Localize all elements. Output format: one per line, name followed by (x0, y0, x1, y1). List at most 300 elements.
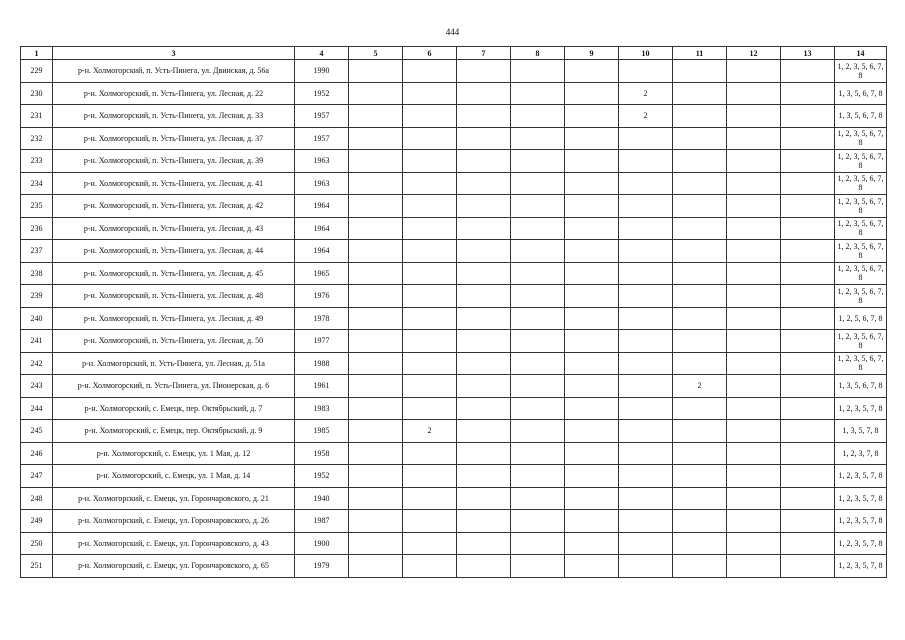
column-13-cell (781, 285, 835, 308)
row-number: 244 (21, 397, 53, 420)
table-row (21, 127, 887, 150)
table-row (21, 240, 887, 263)
codes-cell: 1, 2, 3, 5, 6, 7, 8 (835, 60, 887, 83)
column-11-cell (673, 172, 727, 195)
address-cell: р-н. Холмогорский, с. Емецк, ул. 1 Мая, д. 12 (53, 442, 295, 465)
codes-cell: 1, 3, 5, 6, 7, 8 (835, 82, 887, 105)
year-cell: 1983 (295, 397, 349, 420)
column-9-cell (565, 442, 619, 465)
column-5-cell (349, 352, 403, 375)
column-9-cell (565, 285, 619, 308)
table-row (21, 285, 887, 308)
address-cell: р-н. Холмогорский, с. Емецк, пер. Октябрьский, д. 9 (53, 420, 295, 443)
column-8-cell (511, 105, 565, 128)
column-7-cell (457, 307, 511, 330)
codes-cell: 1, 2, 3, 5, 7, 8 (835, 510, 887, 533)
column-7-cell (457, 510, 511, 533)
column-12-cell (727, 375, 781, 398)
row-number: 230 (21, 82, 53, 105)
column-11-cell (673, 555, 727, 578)
address-cell: р-н. Холмогорский, п. Усть-Пинега, ул. Лесная, д. 49 (53, 307, 295, 330)
codes-cell: 1, 2, 3, 5, 7, 8 (835, 465, 887, 488)
column-7-cell (457, 172, 511, 195)
column-8-cell (511, 330, 565, 353)
column-10-cell (619, 262, 673, 285)
column-5-cell (349, 150, 403, 173)
column-7-cell (457, 532, 511, 555)
codes-cell: 1, 2, 3, 5, 6, 7, 8 (835, 127, 887, 150)
column-12-cell (727, 195, 781, 218)
column-5-cell (349, 442, 403, 465)
column-10-cell (619, 330, 673, 353)
column-10-cell (619, 352, 673, 375)
year-cell: 1985 (295, 420, 349, 443)
column-12-cell (727, 352, 781, 375)
column-11-cell (673, 262, 727, 285)
column-10-cell: 2 (619, 105, 673, 128)
column-6-cell (403, 150, 457, 173)
column-10-cell (619, 127, 673, 150)
table-row (21, 330, 887, 353)
column-10-cell (619, 217, 673, 240)
column-10-cell (619, 420, 673, 443)
column-7-cell (457, 240, 511, 263)
column-9-cell (565, 150, 619, 173)
codes-cell: 1, 2, 5, 6, 7, 8 (835, 307, 887, 330)
table-row (21, 172, 887, 195)
column-12-cell (727, 510, 781, 533)
column-11-cell: 2 (673, 375, 727, 398)
column-8-cell (511, 397, 565, 420)
column-6-cell: 2 (403, 420, 457, 443)
column-8-cell (511, 555, 565, 578)
column-13-cell (781, 82, 835, 105)
column-13-cell (781, 105, 835, 128)
column-8-cell (511, 82, 565, 105)
year-cell: 1957 (295, 127, 349, 150)
column-10-cell (619, 375, 673, 398)
column-11-cell (673, 442, 727, 465)
column-13-cell (781, 217, 835, 240)
column-13-cell (781, 555, 835, 578)
year-cell: 1990 (295, 60, 349, 83)
column-11-cell (673, 330, 727, 353)
column-12-cell (727, 127, 781, 150)
column-8-cell (511, 217, 565, 240)
column-12-cell (727, 330, 781, 353)
column-6-cell (403, 307, 457, 330)
column-7-cell (457, 375, 511, 398)
column-12-cell (727, 397, 781, 420)
column-8-cell (511, 127, 565, 150)
column-9-cell (565, 330, 619, 353)
column-11-cell (673, 397, 727, 420)
column-13-cell (781, 60, 835, 83)
column-header: 14 (835, 47, 887, 60)
row-number: 248 (21, 487, 53, 510)
column-13-cell (781, 510, 835, 533)
column-11-cell (673, 487, 727, 510)
year-cell: 1977 (295, 330, 349, 353)
column-5-cell (349, 510, 403, 533)
year-cell: 1979 (295, 555, 349, 578)
column-header: 3 (53, 47, 295, 60)
table-row (21, 510, 887, 533)
column-12-cell (727, 307, 781, 330)
codes-cell: 1, 3, 5, 6, 7, 8 (835, 375, 887, 398)
column-6-cell (403, 487, 457, 510)
row-number: 251 (21, 555, 53, 578)
column-12-cell (727, 240, 781, 263)
column-12-cell (727, 82, 781, 105)
year-cell: 1900 (295, 532, 349, 555)
year-cell: 1988 (295, 352, 349, 375)
row-number: 239 (21, 285, 53, 308)
year-cell: 1963 (295, 172, 349, 195)
address-cell: р-н. Холмогорский, с. Емецк, пер. Октябрьский, д. 7 (53, 397, 295, 420)
column-7-cell (457, 555, 511, 578)
codes-cell: 1, 3, 5, 6, 7, 8 (835, 105, 887, 128)
column-9-cell (565, 172, 619, 195)
column-9-cell (565, 195, 619, 218)
column-8-cell (511, 352, 565, 375)
column-header: 10 (619, 47, 673, 60)
column-9-cell (565, 352, 619, 375)
column-13-cell (781, 397, 835, 420)
column-8-cell (511, 262, 565, 285)
column-7-cell (457, 420, 511, 443)
column-13-cell (781, 240, 835, 263)
column-7-cell (457, 82, 511, 105)
column-header: 6 (403, 47, 457, 60)
column-header: 8 (511, 47, 565, 60)
address-cell: р-н. Холмогорский, п. Усть-Пинега, ул. Лесная, д. 42 (53, 195, 295, 218)
codes-cell: 1, 2, 3, 5, 6, 7, 8 (835, 352, 887, 375)
column-8-cell (511, 285, 565, 308)
table-row (21, 352, 887, 375)
address-cell: р-н. Холмогорский, п. Усть-Пинега, ул. Лесная, д. 50 (53, 330, 295, 353)
column-13-cell (781, 420, 835, 443)
codes-cell: 1, 2, 3, 5, 6, 7, 8 (835, 240, 887, 263)
column-13-cell (781, 330, 835, 353)
column-6-cell (403, 532, 457, 555)
column-7-cell (457, 352, 511, 375)
codes-cell: 1, 2, 3, 5, 7, 8 (835, 555, 887, 578)
table-row (21, 375, 887, 398)
year-cell: 1961 (295, 375, 349, 398)
column-7-cell (457, 465, 511, 488)
table-row (21, 150, 887, 173)
codes-cell: 1, 2, 3, 5, 6, 7, 8 (835, 262, 887, 285)
column-5-cell (349, 555, 403, 578)
column-8-cell (511, 420, 565, 443)
row-number: 250 (21, 532, 53, 555)
column-6-cell (403, 465, 457, 488)
address-cell: р-н. Холмогорский, п. Усть-Пинега, ул. Лесная, д. 41 (53, 172, 295, 195)
column-10-cell (619, 172, 673, 195)
column-9-cell (565, 465, 619, 488)
column-11-cell (673, 465, 727, 488)
column-12-cell (727, 105, 781, 128)
column-12-cell (727, 217, 781, 240)
column-12-cell (727, 262, 781, 285)
column-6-cell (403, 510, 457, 533)
column-8-cell (511, 195, 565, 218)
column-12-cell (727, 555, 781, 578)
year-cell: 1963 (295, 150, 349, 173)
column-6-cell (403, 555, 457, 578)
address-cell: р-н. Холмогорский, п. Усть-Пинега, ул. Лесная, д. 22 (53, 82, 295, 105)
address-cell: р-н. Холмогорский, п. Усть-Пинега, ул. Лесная, д. 33 (53, 105, 295, 128)
column-5-cell (349, 262, 403, 285)
column-7-cell (457, 285, 511, 308)
column-6-cell (403, 330, 457, 353)
column-8-cell (511, 465, 565, 488)
address-cell: р-н. Холмогорский, с. Емецк, ул. 1 Мая, д. 14 (53, 465, 295, 488)
codes-cell: 1, 2, 3, 5, 6, 7, 8 (835, 330, 887, 353)
column-12-cell (727, 465, 781, 488)
table-row (21, 217, 887, 240)
column-7-cell (457, 60, 511, 83)
column-9-cell (565, 307, 619, 330)
column-11-cell (673, 352, 727, 375)
column-6-cell (403, 105, 457, 128)
column-6-cell (403, 60, 457, 83)
table-row (21, 397, 887, 420)
column-6-cell (403, 240, 457, 263)
column-11-cell (673, 217, 727, 240)
column-6-cell (403, 285, 457, 308)
table-row (21, 105, 887, 128)
column-9-cell (565, 105, 619, 128)
column-5-cell (349, 307, 403, 330)
table-row (21, 442, 887, 465)
row-number: 242 (21, 352, 53, 375)
year-cell: 1978 (295, 307, 349, 330)
column-header: 1 (21, 47, 53, 60)
column-7-cell (457, 105, 511, 128)
column-9-cell (565, 532, 619, 555)
column-10-cell (619, 397, 673, 420)
row-number: 245 (21, 420, 53, 443)
column-8-cell (511, 442, 565, 465)
column-11-cell (673, 307, 727, 330)
address-cell: р-н. Холмогорский, п. Усть-Пинега, ул. Лесная, д. 43 (53, 217, 295, 240)
column-8-cell (511, 172, 565, 195)
column-6-cell (403, 375, 457, 398)
column-7-cell (457, 262, 511, 285)
column-11-cell (673, 240, 727, 263)
column-6-cell (403, 397, 457, 420)
codes-cell: 1, 2, 3, 7, 8 (835, 442, 887, 465)
column-5-cell (349, 240, 403, 263)
codes-cell: 1, 3, 5, 7, 8 (835, 420, 887, 443)
housing-register-table (20, 46, 887, 578)
column-9-cell (565, 240, 619, 263)
column-11-cell (673, 510, 727, 533)
column-10-cell (619, 465, 673, 488)
column-11-cell (673, 60, 727, 83)
column-11-cell (673, 127, 727, 150)
address-cell: р-н. Холмогорский, п. Усть-Пинега, ул. Лесная, д. 37 (53, 127, 295, 150)
column-5-cell (349, 375, 403, 398)
column-8-cell (511, 487, 565, 510)
column-header: 4 (295, 47, 349, 60)
header-row (21, 47, 887, 60)
column-6-cell (403, 172, 457, 195)
column-13-cell (781, 352, 835, 375)
column-9-cell (565, 420, 619, 443)
row-number: 233 (21, 150, 53, 173)
codes-cell: 1, 2, 3, 5, 7, 8 (835, 487, 887, 510)
table-row (21, 420, 887, 443)
codes-cell: 1, 2, 3, 5, 7, 8 (835, 532, 887, 555)
codes-cell: 1, 2, 3, 5, 6, 7, 8 (835, 172, 887, 195)
column-header: 12 (727, 47, 781, 60)
column-12-cell (727, 150, 781, 173)
column-7-cell (457, 442, 511, 465)
table-row (21, 532, 887, 555)
column-8-cell (511, 150, 565, 173)
address-cell: р-н. Холмогорский, с. Емецк, ул. Горончаровского, д. 21 (53, 487, 295, 510)
column-11-cell (673, 285, 727, 308)
column-10-cell (619, 532, 673, 555)
address-cell: р-н. Холмогорский, п. Усть-Пинега, ул. Лесная, д. 39 (53, 150, 295, 173)
column-13-cell (781, 532, 835, 555)
column-10-cell (619, 442, 673, 465)
column-13-cell (781, 172, 835, 195)
address-cell: р-н. Холмогорский, п. Усть-Пинега, ул. Лесная, д. 44 (53, 240, 295, 263)
row-number: 236 (21, 217, 53, 240)
column-12-cell (727, 172, 781, 195)
year-cell: 1964 (295, 195, 349, 218)
codes-cell: 1, 2, 3, 5, 6, 7, 8 (835, 195, 887, 218)
column-11-cell (673, 150, 727, 173)
year-cell: 1965 (295, 262, 349, 285)
row-number: 249 (21, 510, 53, 533)
table-row (21, 195, 887, 218)
table-row (21, 262, 887, 285)
year-cell: 1940 (295, 487, 349, 510)
column-10-cell (619, 60, 673, 83)
column-9-cell (565, 397, 619, 420)
year-cell: 1964 (295, 217, 349, 240)
row-number: 238 (21, 262, 53, 285)
address-cell: р-н. Холмогорский, с. Емецк, ул. Горончаровского, д. 65 (53, 555, 295, 578)
column-10-cell (619, 307, 673, 330)
column-8-cell (511, 510, 565, 533)
table-row (21, 82, 887, 105)
column-10-cell: 2 (619, 82, 673, 105)
row-number: 243 (21, 375, 53, 398)
row-number: 231 (21, 105, 53, 128)
column-5-cell (349, 82, 403, 105)
address-cell: р-н. Холмогорский, п. Усть-Пинега, ул. Пионерская, д. 6 (53, 375, 295, 398)
column-header: 11 (673, 47, 727, 60)
year-cell: 1958 (295, 442, 349, 465)
column-5-cell (349, 127, 403, 150)
page-number: 444 (445, 27, 460, 37)
column-9-cell (565, 217, 619, 240)
column-13-cell (781, 465, 835, 488)
column-13-cell (781, 375, 835, 398)
address-cell: р-н. Холмогорский, п. Усть-Пинега, ул. Лесная, д. 45 (53, 262, 295, 285)
column-6-cell (403, 127, 457, 150)
codes-cell: 1, 2, 3, 5, 6, 7, 8 (835, 217, 887, 240)
column-6-cell (403, 442, 457, 465)
year-cell: 1957 (295, 105, 349, 128)
column-7-cell (457, 150, 511, 173)
column-11-cell (673, 420, 727, 443)
year-cell: 1976 (295, 285, 349, 308)
column-9-cell (565, 82, 619, 105)
table-row (21, 555, 887, 578)
column-5-cell (349, 397, 403, 420)
column-9-cell (565, 555, 619, 578)
column-header: 13 (781, 47, 835, 60)
column-10-cell (619, 150, 673, 173)
column-6-cell (403, 82, 457, 105)
column-9-cell (565, 262, 619, 285)
row-number: 240 (21, 307, 53, 330)
column-13-cell (781, 127, 835, 150)
column-12-cell (727, 487, 781, 510)
column-5-cell (349, 285, 403, 308)
table-row (21, 487, 887, 510)
year-cell: 1987 (295, 510, 349, 533)
column-7-cell (457, 397, 511, 420)
column-10-cell (619, 240, 673, 263)
column-12-cell (727, 532, 781, 555)
address-cell: р-н. Холмогорский, с. Емецк, ул. Горончаровского, д. 26 (53, 510, 295, 533)
row-number: 237 (21, 240, 53, 263)
column-12-cell (727, 285, 781, 308)
column-7-cell (457, 487, 511, 510)
column-13-cell (781, 195, 835, 218)
column-10-cell (619, 487, 673, 510)
codes-cell: 1, 2, 3, 5, 7, 8 (835, 397, 887, 420)
column-8-cell (511, 375, 565, 398)
column-12-cell (727, 60, 781, 83)
column-7-cell (457, 127, 511, 150)
column-11-cell (673, 532, 727, 555)
column-5-cell (349, 217, 403, 240)
row-number: 234 (21, 172, 53, 195)
year-cell: 1952 (295, 82, 349, 105)
column-8-cell (511, 307, 565, 330)
address-cell: р-н. Холмогорский, п. Усть-Пинега, ул. Лесная, д. 51а (53, 352, 295, 375)
row-number: 247 (21, 465, 53, 488)
column-13-cell (781, 262, 835, 285)
column-5-cell (349, 532, 403, 555)
column-7-cell (457, 195, 511, 218)
row-number: 246 (21, 442, 53, 465)
column-13-cell (781, 487, 835, 510)
address-cell: р-н. Холмогорский, п. Усть-Пинега, ул. Лесная, д. 48 (53, 285, 295, 308)
column-9-cell (565, 127, 619, 150)
column-13-cell (781, 442, 835, 465)
column-9-cell (565, 510, 619, 533)
column-11-cell (673, 82, 727, 105)
column-5-cell (349, 60, 403, 83)
column-8-cell (511, 60, 565, 83)
column-10-cell (619, 285, 673, 308)
codes-cell: 1, 2, 3, 5, 6, 7, 8 (835, 285, 887, 308)
column-6-cell (403, 217, 457, 240)
year-cell: 1964 (295, 240, 349, 263)
column-8-cell (511, 240, 565, 263)
table-row (21, 465, 887, 488)
